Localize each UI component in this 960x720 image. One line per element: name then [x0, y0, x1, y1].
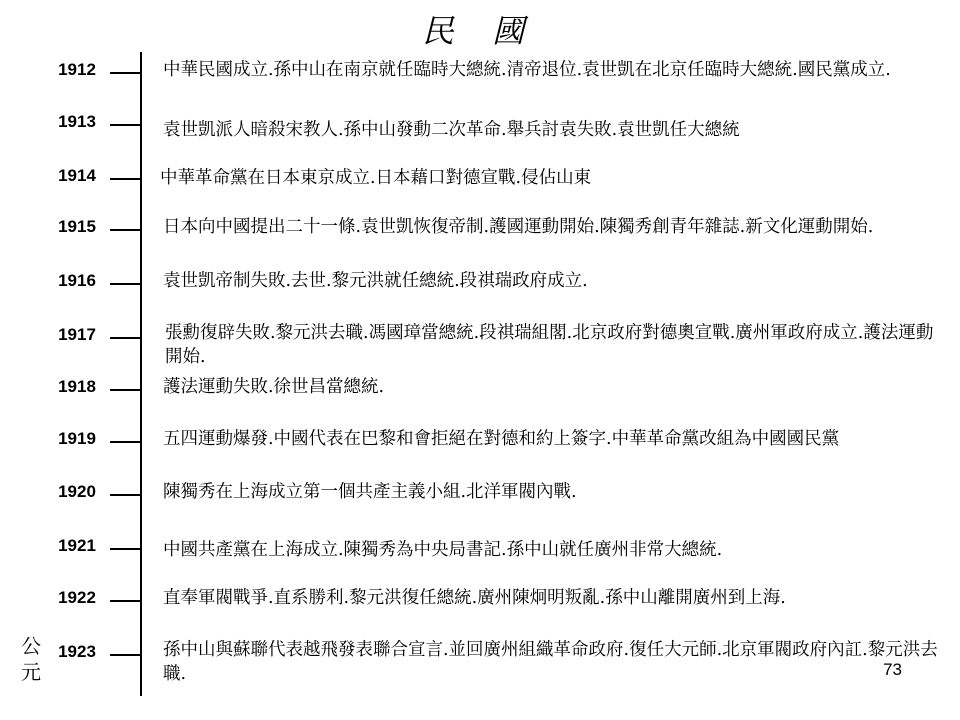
timeline-row-1920	[0, 482, 960, 502]
timeline-tick	[110, 229, 140, 231]
timeline-year: 1913	[58, 112, 96, 131]
timeline-year: 1923	[58, 642, 96, 661]
timeline-year: 1917	[58, 325, 96, 344]
era-label: 公元	[21, 634, 41, 684]
timeline-row-1916	[0, 271, 960, 291]
page-title: 民 國	[421, 12, 539, 50]
timeline-event: 日本向中國提出二十一條.袁世凱恢復帝制.護國運動開始.陳獨秀創青年雜誌.新文化運動開始.	[163, 217, 874, 237]
timeline-row-1918	[0, 377, 960, 397]
timeline-event: 中國共產黨在上海成立.陳獨秀為中央局書記.孫中山就任廣州非常大總統.	[163, 540, 723, 560]
timeline-event: 孫中山與蘇聯代表越飛發表聯合宣言.並回廣州組織革命政府.復任大元師.北京軍閥政府內訌.黎元洪去職.	[163, 640, 938, 684]
timeline-year: 1920	[58, 482, 96, 501]
timeline-tick	[110, 337, 140, 339]
timeline-row-1919	[0, 429, 960, 449]
timeline-tick	[110, 283, 140, 285]
timeline-tick	[110, 654, 140, 656]
timeline-event: 張勳復辟失敗.黎元洪去職.馮國璋當總統.段祺瑞組閣.北京政府對德奧宣戰.廣州軍政府成立.護法運動開始.	[165, 323, 934, 367]
timeline-row-1915	[0, 217, 960, 237]
timeline-row-1913	[0, 112, 960, 140]
timeline-event: 袁世凱帝制失敗.去世.黎元洪就任總統.段祺瑞政府成立.	[163, 271, 588, 291]
timeline-year: 1916	[58, 271, 96, 290]
timeline-tick	[110, 124, 140, 126]
page-number: 73	[883, 660, 902, 679]
timeline-row-1921	[0, 536, 960, 560]
timeline-year: 1921	[58, 536, 96, 555]
timeline-event: 袁世凱派人暗殺宋教人.孫中山發動二次革命.舉兵討袁失敗.袁世凱任大總統	[163, 120, 740, 140]
timeline-tick	[110, 600, 140, 602]
timeline-year: 1922	[58, 588, 96, 607]
timeline-event: 五四運動爆發.中國代表在巴黎和會拒絕在對德和約上簽字.中華革命黨改組為中國國民黨	[163, 429, 840, 449]
timeline-tick	[110, 441, 140, 443]
timeline-event: 護法運動失敗.徐世昌當總統.	[163, 377, 385, 397]
timeline-event: 直奉軍閥戰爭.直系勝利.黎元洪復任總統.廣州陳炯明叛亂.孫中山離開廣州到上海.	[163, 588, 786, 608]
timeline-event: 中華革命黨在日本東京成立.日本藉口對德宣戰.侵佔山東	[160, 168, 592, 188]
timeline-event: 中華民國成立.孫中山在南京就任臨時大總統.清帝退位.袁世凱在北京任臨時大總統.國民黨成立.	[163, 60, 891, 80]
timeline-tick	[110, 548, 140, 550]
timeline-tick	[110, 72, 140, 74]
timeline-row-1912	[0, 60, 960, 80]
timeline-row-1914	[0, 166, 960, 188]
timeline-year: 1919	[58, 429, 96, 448]
timeline-tick	[110, 494, 140, 496]
timeline-event: 陳獨秀在上海成立第一個共產主義小組.北洋軍閥內戰.	[163, 482, 577, 502]
timeline-tick	[110, 178, 140, 180]
timeline-row-1922	[0, 588, 960, 608]
timeline-year: 1918	[58, 377, 96, 396]
timeline-tick	[110, 389, 140, 391]
timeline-year: 1915	[58, 217, 96, 236]
timeline-year: 1914	[58, 166, 96, 185]
timeline-year: 1912	[58, 60, 96, 79]
timeline-row-1917	[0, 323, 960, 367]
